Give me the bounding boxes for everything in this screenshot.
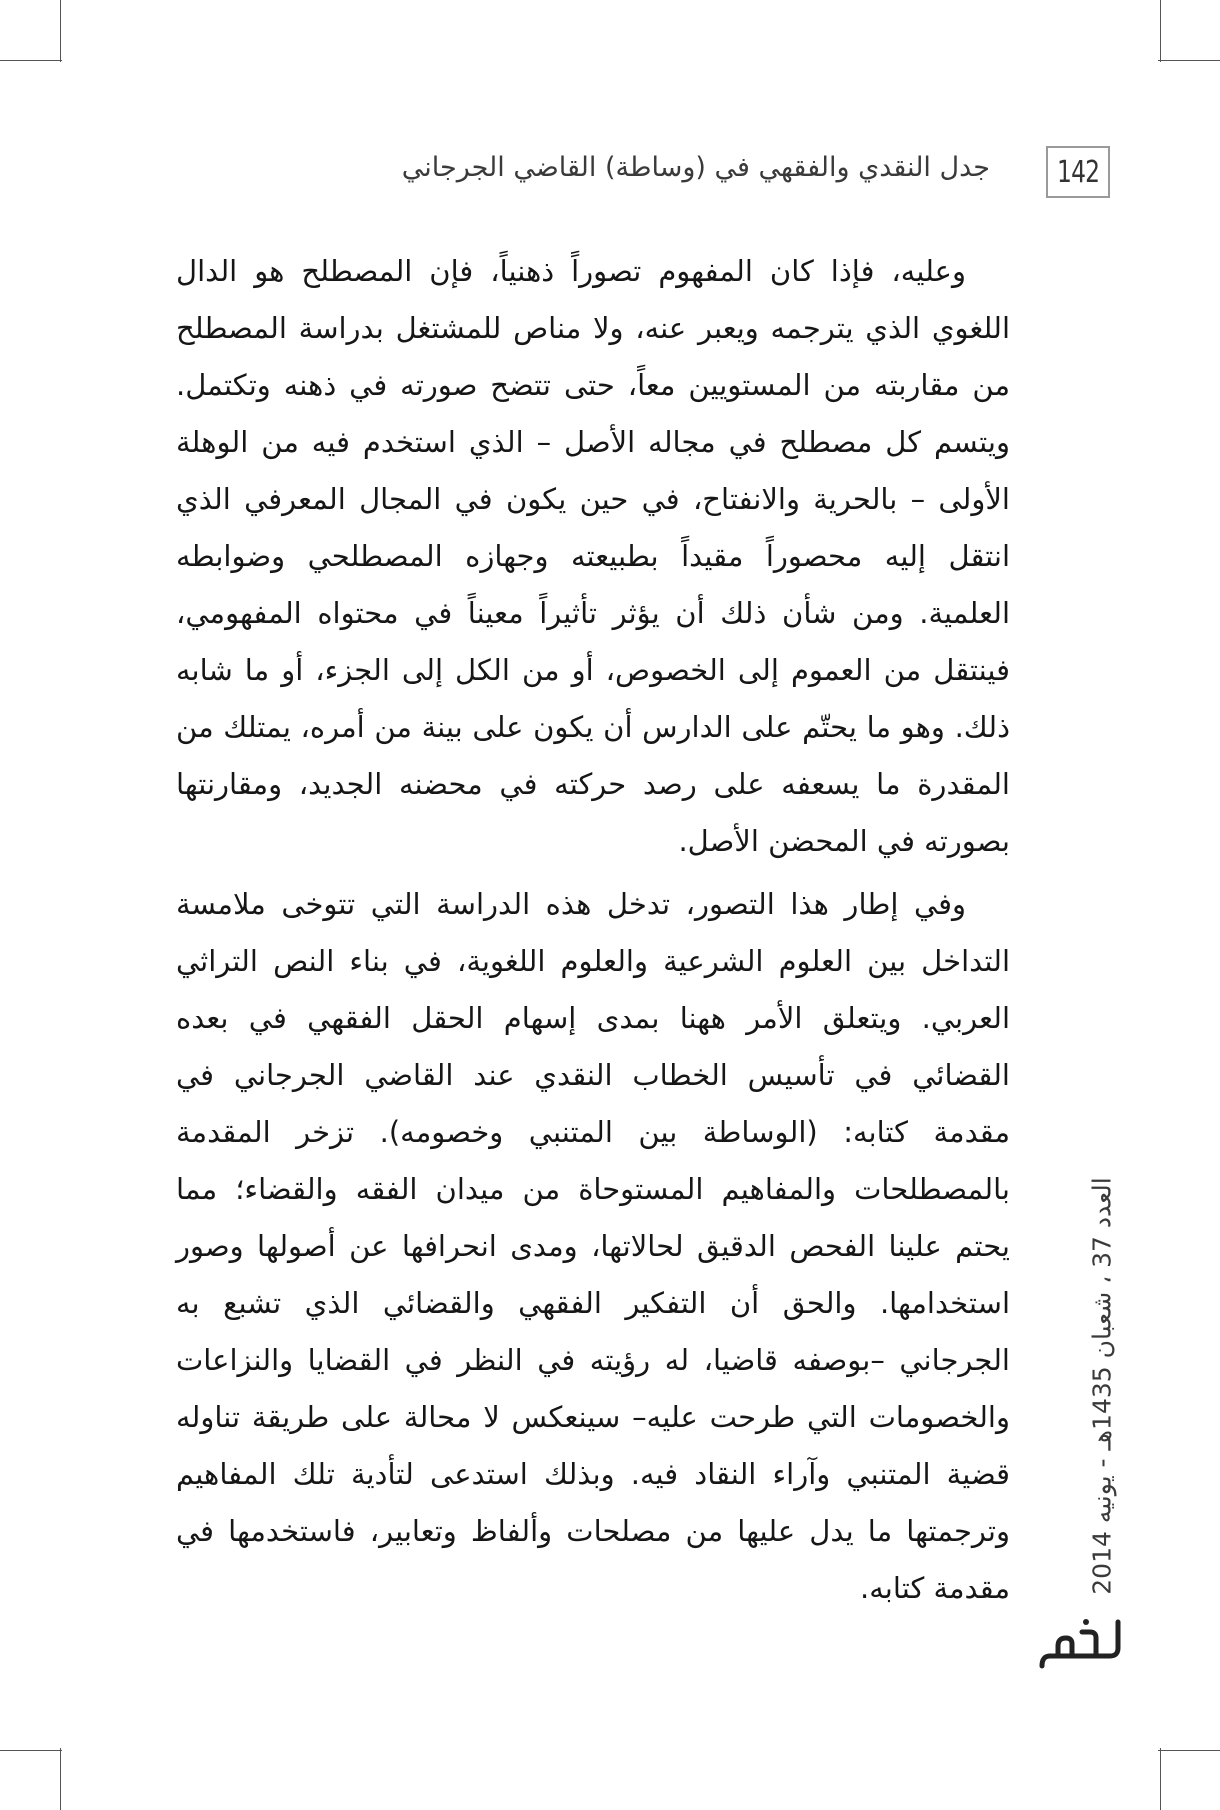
body-text xyxy=(176,243,1010,1617)
crop-mark xyxy=(0,1750,62,1751)
crop-mark xyxy=(1160,0,1161,62)
journal-logo-mark xyxy=(1036,1614,1126,1674)
crop-mark xyxy=(60,1748,61,1810)
paragraph: وفي إطار هذا التصور، تدخل هذه الدراسة التي تتوخى ملامسة التداخل بين العلوم الشرعية والعلوم اللغوية، في بناء النص التراثي العربي. ويتعلق الأمر ههنا بمدى إسهام الحقل الفقهي في بعده القضائي في تأسيس الخطاب النقدي عند القاضي الجرجاني في مقدمة كتابه: (الوساطة بين المتنبي وخصومه). تزخر المقدمة بالمصطلحات والمفاهيم المستوحاة من ميدان الفقه والقضاء؛ مما يحتم علينا الفحص الدقيق لحالاتها، ومدى انحرافها عن أصولها وصور استخدامها. والحق أن التفكير الفقهي والقضائي الذي تشبع به الجرجاني –بوصفه قاضيا، له رؤيته في النظر في القضايا والنزاعات والخصومات التي طرحت عليه– سينعكس لا محالة على طريقة تناوله قضية المتنبي وآراء النقاد فيه. وبذلك استدعى لتأدية تلك المفاهيم وترجمتها ما يدل عليها من مصلحات وألفاظ وتعابير، فاستخدمها في مقدمة كتابه. xyxy=(176,887,1010,1605)
crop-mark xyxy=(1158,60,1220,61)
issue-side-footer xyxy=(1072,1166,1132,1606)
crop-mark xyxy=(0,60,62,61)
page-number-box xyxy=(1046,146,1110,198)
crop-mark xyxy=(1160,1748,1161,1810)
running-title: جدل النقدي والفقهي في (وساطة) القاضي الجرجاني xyxy=(401,152,990,183)
page-header xyxy=(180,146,1110,202)
page-number: 142 xyxy=(1056,154,1100,190)
crop-mark xyxy=(1158,1750,1220,1751)
crop-mark xyxy=(60,0,61,62)
issue-info: العدد 37 ، شعبان 1435هـ - يونيه 2014 xyxy=(1087,1177,1117,1595)
journal-logo xyxy=(1036,1614,1126,1674)
paragraph: وعليه، فإذا كان المفهوم تصوراً ذهنياً، فإن المصطلح هو الدال اللغوي الذي يترجمه ويعبر عنه، ولا مناص للمشتغل بدراسة المصطلح من مقاربته من المستويين معاً، حتى تتضح صورته في ذهنه وتكتمل. ويتسم كل مصطلح في مجاله الأصل – الذي استخدم فيه من الوهلة الأولى – بالحرية والانفتاح، في حين يكون في المجال المعرفي الذي انتقل إليه محصوراً مقيداً بطبيعته وجهازه المصطلحي وضوابطه العلمية. ومن شأن ذلك أن يؤثر تأثيراً معيناً في محتواه المفهومي، فينتقل من العموم إلى الخصوص، أو من الكل إلى الجزء، أو ما شابه ذلك. وهو ما يحتّم على الدارس أن يكون على بينة من أمره، يمتلك من المقدرة ما يسعفه على رصد حركته في محضنه الجديد، ومقارنتها بصورته في المحضن الأصل. xyxy=(176,254,1010,858)
